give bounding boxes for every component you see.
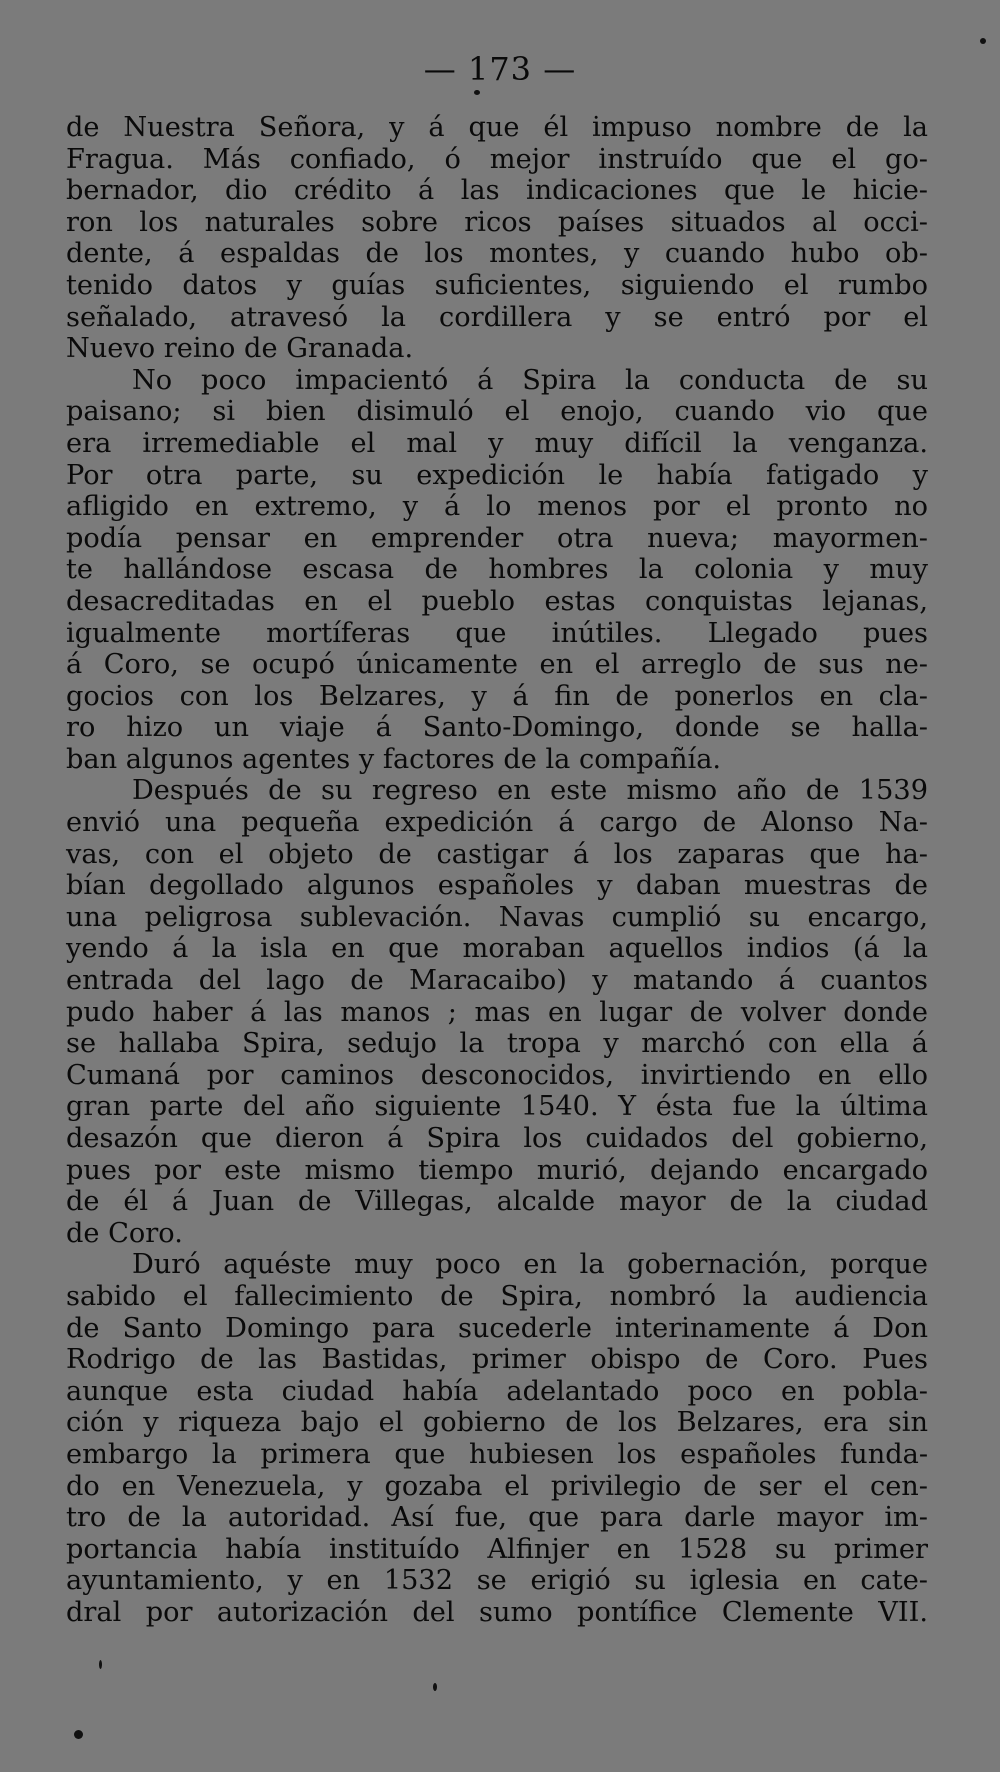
- ink-speck: [74, 1730, 83, 1739]
- text-line: aunque esta ciudad había adelantado poco en pobla-: [66, 1375, 928, 1407]
- ink-speck: [474, 90, 480, 95]
- text-line: paisano; si bien disimuló el enojo, cuando vio que: [66, 396, 928, 428]
- text-line: te hallándose escasa de hombres la colonia y muy: [66, 554, 928, 586]
- text-line: do en Venezuela, y gozaba el privilegio de ser el cen-: [66, 1470, 928, 1502]
- ink-speck: [99, 1660, 102, 1669]
- text-line: Rodrigo de las Bastidas, primer obispo de Coro. Pues: [66, 1344, 928, 1376]
- text-line: ro hizo un viaje á Santo-Domingo, donde se halla-: [66, 712, 928, 744]
- text-line: podía pensar en emprender otra nueva; mayormen-: [66, 522, 928, 554]
- text-line: pudo haber á las manos ; mas en lugar de volver donde: [66, 996, 928, 1028]
- text-line: señalado, atravesó la cordillera y se entró por el: [66, 301, 928, 333]
- text-line: sabido el fallecimiento de Spira, nombró la audiencia: [66, 1280, 928, 1312]
- text-line: bían degollado algunos españoles y daban muestras de: [66, 870, 928, 902]
- text-line: vas, con el objeto de castigar á los zaparas que ha-: [66, 838, 928, 870]
- text-line: gran parte del año siguiente 1540. Y ésta fue la última: [66, 1091, 928, 1123]
- text-line: yendo á la isla en que moraban aquellos indios (á la: [66, 933, 928, 965]
- text-line: una peligrosa sublevación. Navas cumplió su encargo,: [66, 901, 928, 933]
- text-line: No poco impacientó á Spira la conducta de su: [132, 364, 928, 396]
- text-line: era irremediable el mal y muy difícil la venganza.: [66, 427, 928, 459]
- text-line: Fragua. Más confiado, ó mejor instruído que el go-: [66, 143, 928, 175]
- text-line: dente, á espaldas de los montes, y cuando hubo ob-: [66, 238, 928, 270]
- text-line: Por otra parte, su expedición le había fatigado y: [66, 459, 928, 491]
- text-line: afligido en extremo, y á lo menos por el pronto no: [66, 491, 928, 523]
- text-line: ayuntamiento, y en 1532 se erigió su iglesia en cate-: [66, 1565, 928, 1597]
- text-line: dral por autorización del sumo pontífice Clemente VII.: [66, 1596, 928, 1628]
- text-line: ban algunos agentes y factores de la compañía.: [66, 743, 722, 775]
- text-line: tro de la autoridad. Así fue, que para darle mayor im-: [66, 1502, 928, 1534]
- text-line: portancia había instituído Alfinjer en 1528 su primer: [66, 1533, 928, 1565]
- text-line: se hallaba Spira, sedujo la tropa y marchó con ella á: [66, 1028, 928, 1060]
- text-line: tenido datos y guías suficientes, siguiendo el rumbo: [66, 269, 928, 301]
- text-line: igualmente mortíferas que inútiles. Llegado pues: [66, 617, 928, 649]
- text-line: Cumaná por caminos desconocidos, invirtiendo en ello: [66, 1059, 928, 1091]
- text-line: envió una pequeña expedición á cargo de Alonso Na-: [66, 807, 928, 839]
- ink-speck: [433, 1683, 437, 1691]
- text-line: ción y riqueza bajo el gobierno de los Belzares, era sin: [66, 1407, 928, 1439]
- text-line: desacreditadas en el pueblo estas conquistas lejanas,: [66, 585, 928, 617]
- ink-speck: [980, 38, 986, 44]
- text-line: de él á Juan de Villegas, alcalde mayor de la ciudad: [66, 1186, 928, 1218]
- text-line: Duró aquéste muy poco en la gobernación, porque: [132, 1249, 928, 1281]
- text-line: ron los naturales sobre ricos países situados al occi-: [66, 206, 928, 238]
- text-line: embargo la primera que hubiesen los españoles funda-: [66, 1438, 928, 1470]
- text-line: de Nuestra Señora, y á que él impuso nombre de la: [66, 112, 928, 143]
- text-line: pues por este mismo tiempo murió, dejando encargado: [66, 1154, 928, 1186]
- text-line: bernador, dio crédito á las indicaciones que le hicie-: [66, 175, 928, 207]
- text-line: entrada del lago de Maracaibo) y matando á cuantos: [66, 965, 928, 997]
- text-line: á Coro, se ocupó únicamente en el arreglo de sus ne-: [66, 649, 928, 681]
- text-line: Después de su regreso en este mismo año de 1539: [132, 775, 928, 807]
- text-line: gocios con los Belzares, y á fin de ponerlos en cla-: [66, 680, 928, 712]
- body-text: [66, 112, 928, 1629]
- text-line: desazón que dieron á Spira los cuidados del gobierno,: [66, 1123, 928, 1154]
- text-line: Nuevo reino de Granada.: [66, 333, 414, 365]
- text-line: de Santo Domingo para sucederle interinamente á Don: [66, 1312, 928, 1344]
- text-line: de Coro.: [66, 1217, 183, 1249]
- page-number: — 173 —: [423, 50, 577, 88]
